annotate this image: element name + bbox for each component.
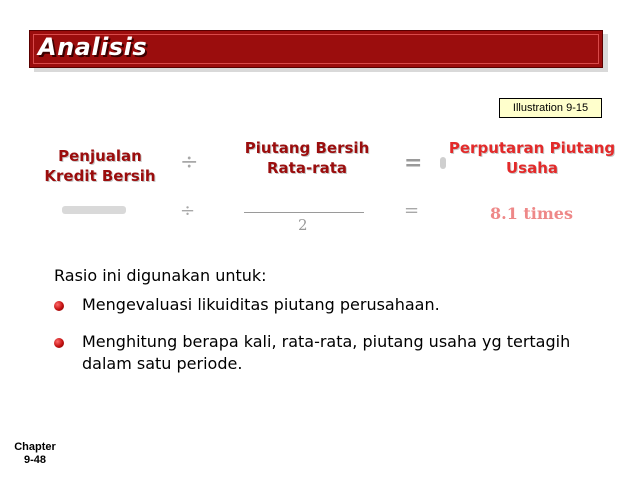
bullet-text: Menghitung berapa kali, rata-rata, piutang usaha yg tertagih dalam satu periode. [82, 332, 571, 373]
formula-term-receivables-turnover [448, 138, 616, 178]
chapter-number: 9-48 [23, 454, 47, 466]
chapter-word: Chapter [14, 441, 56, 453]
formula-term-net-credit-sales [30, 146, 170, 186]
divide-symbol: ÷ [180, 150, 199, 175]
term-line: Perputaran Piutang [448, 139, 616, 157]
result-value: 8.1 times [490, 204, 573, 223]
divide-symbol: ÷ [180, 200, 196, 221]
term-line: Usaha [505, 159, 559, 177]
faded-value-fragment [440, 157, 446, 169]
formula-term-average-receivables [228, 138, 386, 178]
term-line: Penjualan [58, 147, 142, 165]
chapter-label [14, 441, 56, 467]
fraction-line [244, 212, 364, 213]
fraction-denominator: 2 [298, 216, 308, 234]
equals-symbol: = [404, 200, 420, 221]
term-line: Piutang Bersih [244, 139, 370, 157]
bullet-icon [54, 338, 64, 348]
term-line: Rata-rata [266, 159, 347, 177]
equals-symbol: = [404, 150, 423, 176]
intro-text: Rasio ini digunakan untuk: [54, 266, 267, 285]
illustration-tag: Illustration 9-15 [499, 98, 602, 118]
bullet-icon [54, 301, 64, 311]
faded-value-fragment [62, 206, 126, 214]
bullet-text: Mengevaluasi likuiditas piutang perusahaan. [82, 295, 440, 314]
term-line: Kredit Bersih [44, 167, 156, 185]
slide-title: Analisis [38, 33, 148, 61]
